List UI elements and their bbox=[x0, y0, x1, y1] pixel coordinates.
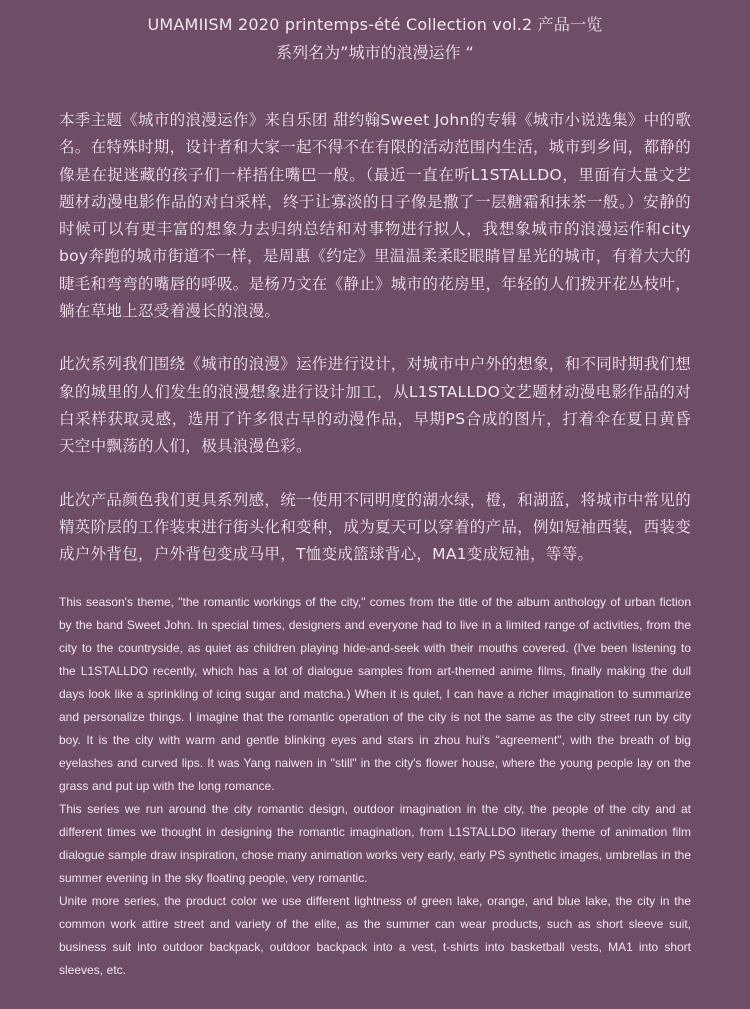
chinese-paragraph-theme: 本季主题《城市的浪漫运作》来自乐团 甜约翰Sweet John的专辑《城市小说选集》中的歌名。在特殊时期，设计者和大家一起不得不在有限的活动范围内生活，城市到乡间，都静的像是在捉迷藏的孩子们一样捂住嘴巴一般。（最近一直在听L1STALLDO，里面有大量文艺题材动漫电影作品的对白采样，终于让寡淡的日子像是撒了一层糖霜和抹茶一般。）安静的时候可以有更丰富的想象力去归纳总结和对事物进行拟人，我想象城市的浪漫运作和city boy奔跑的城市街道不一样，是周惠《约定》里温温柔柔眨眼睛冒星光的城市，有着大大的睫毛和弯弯的嘴唇的呼吸。是杨乃文在《静止》城市的花房里，年轻的人们拨开花丛枝叶，躺在草地上忍受着漫长的浪漫。 bbox=[59, 111, 692, 321]
english-description bbox=[0, 591, 750, 982]
chinese-description bbox=[0, 107, 750, 568]
chinese-paragraph-colors: 此次产品颜色我们更具系列感，统一使用不同明度的湖水绿，橙，和湖蓝，将城市中常见的精英阶层的工作装束进行街头化和变种，成为夏天可以穿着的产品，例如短袖西装，西装变成户外背包，户外背包变成马甲，T恤变成篮球背心，MA1变成短袖，等等。 bbox=[59, 490, 692, 564]
collection-subtitle: 系列名为”城市的浪漫运作 “ bbox=[276, 43, 474, 62]
header bbox=[0, 0, 750, 65]
english-paragraph-design: This series we run around the city romantic design, outdoor imagination in the city, the people of the city and at different times we thought in designing the romantic imagination, from L1STALLDO literary theme of animation film dialogue sample draw inspiration, chose many animation works very early, early PS synthetic images, umbrellas in the summer evening in the sky floating people, very romantic. bbox=[59, 802, 691, 886]
english-paragraph-colors: Unite more series, the product color we use different lightness of green lake, orange, and blue lake, the city in the common work attire street and variety of the elite, as the summer can wear products, such as short sleeve suit, business suit into outdoor backpack, outdoor backpack into a vest, t-shirts into basketball vests, MA1 into short sleeves, etc. bbox=[59, 894, 691, 978]
english-paragraph-theme: This season's theme, "the romantic workings of the city," comes from the title of the album anthology of urban fiction by the band Sweet John. In special times, designers and everyone had to live in a limited range of activities, from the city to the countryside, as quiet as children playing hide-and-seek with their mouths covered. (I've been listening to the L1STALLDO recently, which has a lot of dialogue samples from art-themed anime films, finally making the dull days look like a sprinkling of icing sugar and matcha.) When it is quiet, I can have a richer imagination to summarize and personalize things. I imagine that the romantic operation of the city is not the same as the city street run by city boy. It is the city with warm and gentle blinking eyes and stars in zhou hui's "agreement", with the breath of big eyelashes and curved lips. It was Yang naiwen in "still" in the city's flower house, where the young people lay on the grass and put up with the long romance. bbox=[59, 595, 691, 794]
page-title: UMAMIISM 2020 printemps-été Collection vol.2 产品一览 bbox=[147, 15, 603, 34]
chinese-paragraph-design: 此次系列我们围绕《城市的浪漫》运作进行设计，对城市中户外的想象，和不同时期我们想象的城里的人们发生的浪漫想象进行设计加工，从L1STALLDO文艺题材动漫电影作品的对白采样获取灵感，选用了许多很古早的动漫作品，早期PS合成的图片，打着伞在夏日黄昏天空中飘荡的人们，极具浪漫色彩。 bbox=[59, 355, 692, 456]
